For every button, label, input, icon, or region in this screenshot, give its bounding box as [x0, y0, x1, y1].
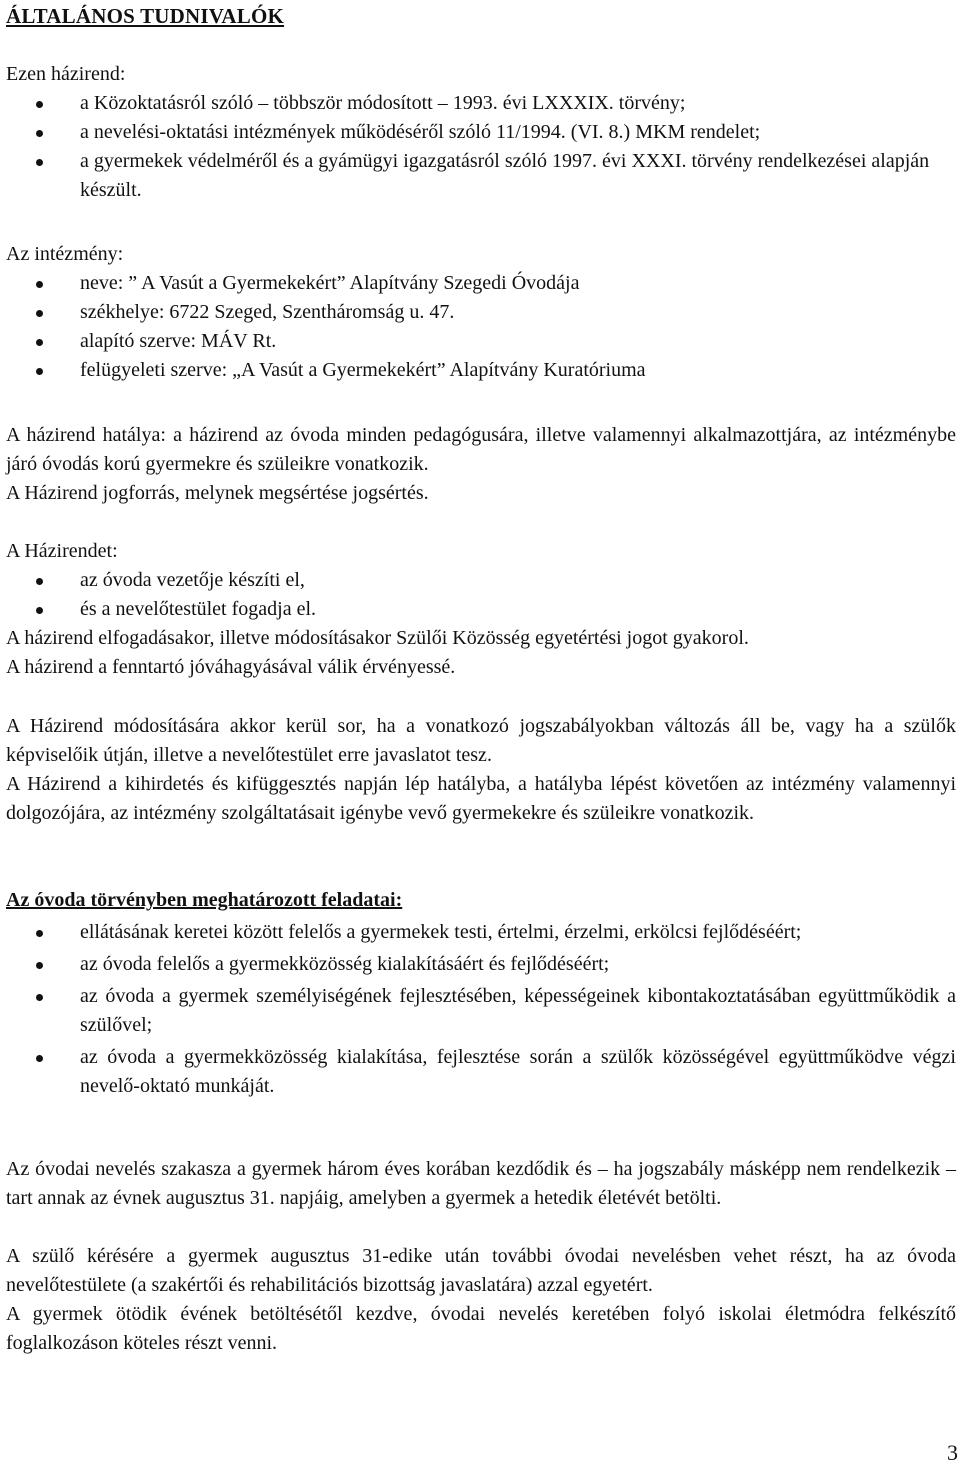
bullet-icon: [36, 281, 43, 288]
list-item: az óvoda vezetője készíti el,: [6, 566, 956, 595]
school-prep-paragraph: A gyermek ötödik évének betöltésétől kezdve, óvodai nevelés keretében folyó iskolai életmódra felkészítő foglalkozáson köteles részt venni.: [6, 1303, 956, 1354]
modification-paragraph: A Házirend módosítására akkor kerül sor, ha a vonatkozó jogszabályokban változás áll be, vagy ha a szülők képviselőik útján, illetve a nevelőtestület erre javaslatot tesz.: [6, 715, 956, 766]
bullet-icon: [36, 962, 43, 969]
scope-legal-paragraph: A Házirend jogforrás, melynek megsértése jogsértés.: [6, 482, 429, 504]
section-title: ÁLTALÁNOS TUDNIVALÓK: [6, 4, 285, 28]
list-item: ellátásának keretei között felelős a gyermekek testi, értelmi, érzelmi, erkölcsi fejlődéséért;: [6, 918, 956, 947]
list-item: a Közoktatásról szóló – többször módosított – 1993. évi LXXXIX. törvény;: [6, 89, 956, 118]
adoption-consent-paragraph: A házirend elfogadásakor, illetve módosításakor Szülői Közösség egyetértési jogot gyakorol.: [6, 627, 749, 649]
bullet-icon: [36, 1055, 43, 1062]
bullet-icon: [36, 339, 43, 346]
list-item: a gyermekek védelméről és a gyámügyi igazgatásról szóló 1997. évi XXXI. törvény rendelkezései alapján készült.: [6, 147, 956, 205]
list-item: az óvoda a gyermek személyiségének fejlesztésében, képességeinek kibontakoztatásában együttműködik a szülővel;: [6, 982, 956, 1040]
list-item: az óvoda a gyermekközösség kialakítása, fejlesztése során a szülők közösségével együttműködve végzi nevelő-oktató munkáját.: [6, 1043, 956, 1101]
list-item: alapító szerve: MÁV Rt.: [6, 327, 956, 356]
duties-heading: Az óvoda törvényben meghatározott feladatai:: [6, 889, 403, 911]
education-period-paragraph: Az óvodai nevelés szakasza a gyermek három éves korában kezdődik és – ha jogszabály másképp nem rendelkezik – tart annak az évnek augusztus 31. napjáig, amelyben a gyermek a hetedik életévét betölti.: [6, 1158, 956, 1209]
list-item: és a nevelőtestület fogadja el.: [6, 595, 956, 624]
adoption-list: [6, 566, 956, 624]
bullet-icon: [36, 994, 43, 1001]
parent-request-paragraph: A szülő kérésére a gyermek augusztus 31-edike után további óvodai nevelésben vehet részt, ha az óvoda nevelőtestülete (a szakértői és rehabilitációs bizottság javaslatára) azzal egyetért.: [6, 1245, 956, 1296]
scope-paragraph: A házirend hatálya: a házirend az óvoda minden pedagógusára, illetve valamennyi alkalmazottjára, az intézménybe járó óvodás korú gyermekre és szüleikre vonatkozik.: [6, 424, 956, 475]
duties-list: [6, 918, 956, 1101]
list-item: székhelye: 6722 Szeged, Szentháromság u. 47.: [6, 298, 956, 327]
institution-heading: Az intézmény:: [6, 243, 124, 265]
bullet-icon: [36, 159, 43, 166]
list-item: neve: ” A Vasút a Gyermekekért” Alapítvány Szegedi Óvodája: [6, 269, 956, 298]
institution-list: [6, 269, 956, 385]
bullet-icon: [36, 578, 43, 585]
list-item: az óvoda felelős a gyermekközösség kialakításáért és fejlődéséért;: [6, 950, 956, 979]
bullet-icon: [36, 130, 43, 137]
adoption-heading: A Házirendet:: [6, 540, 118, 562]
bullet-icon: [36, 930, 43, 937]
list-item: a nevelési-oktatási intézmények működéséről szóló 11/1994. (VI. 8.) MKM rendelet;: [6, 118, 956, 147]
bullet-icon: [36, 101, 43, 108]
intro-heading: Ezen házirend:: [6, 63, 126, 85]
page-number: 3: [947, 1440, 958, 1465]
adoption-approval-paragraph: A házirend a fenntartó jóváhagyásával válik érvényessé.: [6, 656, 456, 678]
bullet-icon: [36, 607, 43, 614]
intro-list: [6, 89, 956, 205]
bullet-icon: [36, 310, 43, 317]
bullet-icon: [36, 368, 43, 375]
effective-paragraph: A Házirend a kihirdetés és kifüggesztés napján lép hatályba, a hatályba lépést követően az intézmény valamennyi dolgozójára, az intézmény szolgáltatásait igénybe vevő gyermekekre és szüleikre vonatkozik.: [6, 773, 956, 824]
list-item: felügyeleti szerve: „A Vasút a Gyermekekért” Alapítvány Kuratóriuma: [6, 356, 956, 385]
